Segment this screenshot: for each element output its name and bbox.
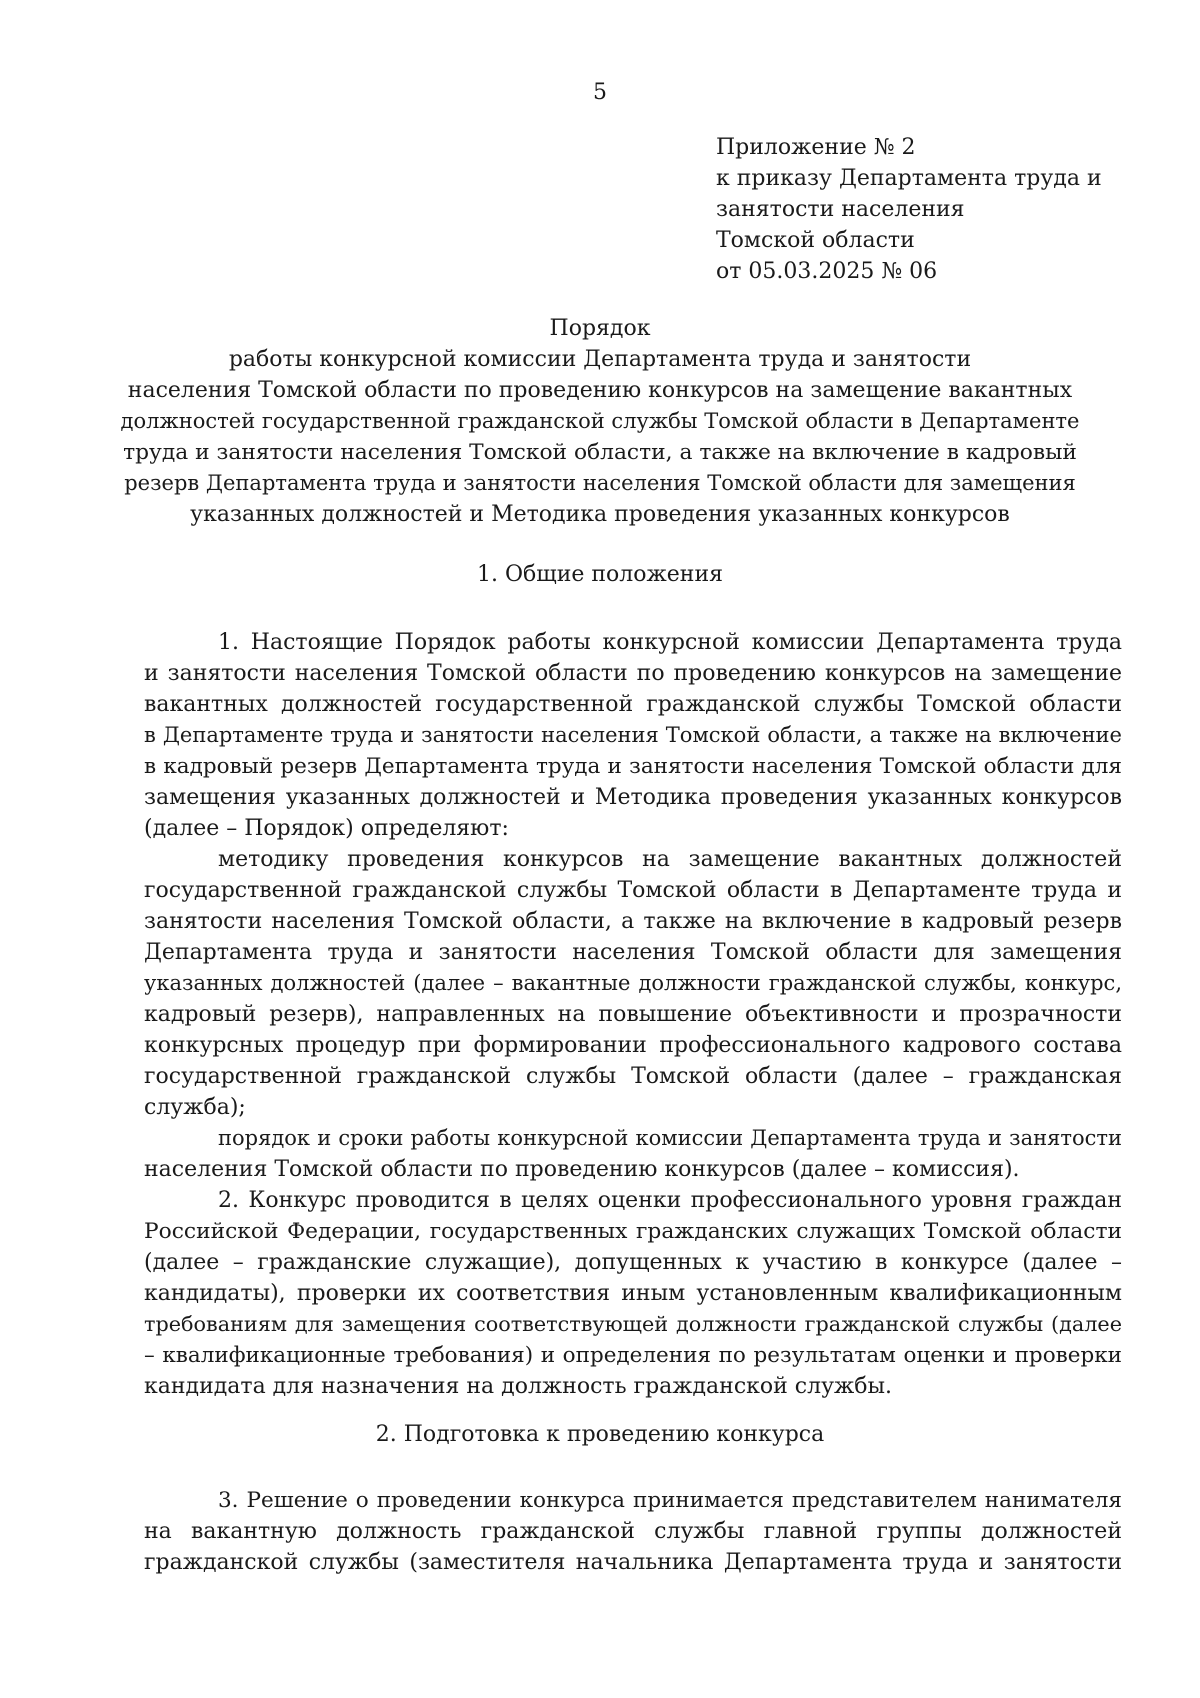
appendix-line: от 05.03.2025 № 06 (716, 259, 938, 284)
paragraph-line: гражданской службы (заместителя начальника Департамента труда и занятости (144, 1550, 1122, 1575)
paragraph-line: методику проведения конкурсов на замещение вакантных должностей (218, 847, 1122, 872)
appendix-line: к приказу Департамента труда и (716, 166, 1102, 191)
paragraph-line: в кадровый резерв Департамента труда и занятости населения Томской области для (144, 754, 1122, 779)
paragraph-line: кандидата для назначения на должность гражданской службы. (144, 1374, 893, 1399)
paragraph-line: 1. Настоящие Порядок работы конкурсной комиссии Департамента труда (218, 630, 1122, 655)
title-line: указанных должностей и Методика проведения указанных конкурсов (190, 502, 1010, 527)
paragraph-line: Российской Федерации, государственных гражданских служащих Томской области (144, 1219, 1122, 1244)
title-line: населения Томской области по проведению конкурсов на замещение вакантных (127, 378, 1073, 403)
document-title (120, 313, 1080, 530)
section-heading-general-provisions: 1. Общие положения (477, 562, 723, 587)
paragraph-line: государственной гражданской службы Томской области в Департаменте труда и (144, 878, 1122, 903)
paragraph-line: и занятости населения Томской области по проведению конкурсов на замещение (144, 661, 1122, 686)
paragraph-line: конкурсных процедур при формировании профессионального кадрового состава (144, 1033, 1122, 1058)
appendix-reference (716, 132, 1102, 287)
paragraph-line: на вакантную должность гражданской службы главной группы должностей (144, 1519, 1122, 1544)
title-line: труда и занятости населения Томской области, а также на включение в кадровый (123, 440, 1077, 465)
paragraph-line: указанных должностей (далее – вакантные должности гражданской службы, конкурс, (144, 971, 1122, 995)
appendix-line: Приложение № 2 (716, 135, 916, 160)
paragraph-line: Департамента труда и занятости населения Томской области для замещения (144, 940, 1122, 965)
paragraph-line: вакантных должностей государственной гражданской службы Томской области (144, 692, 1122, 717)
paragraph-line: (далее – Порядок) определяют: (144, 816, 509, 841)
page-number: 5 (593, 80, 607, 105)
paragraph-line: 3. Решение о проведении конкурса принимается представителем нанимателя (218, 1488, 1122, 1513)
section-body-preparation (144, 1485, 1122, 1578)
paragraph-line: служба); (144, 1095, 246, 1120)
paragraph-line: замещения указанных должностей и Методика проведения указанных конкурсов (144, 785, 1122, 810)
section-heading-preparation: 2. Подготовка к проведению конкурса (375, 1422, 825, 1447)
paragraph-line: кадровый резерв), направленных на повышение объективности и прозрачности (144, 1002, 1122, 1027)
section-body-general-provisions (144, 627, 1122, 1402)
title-line: работы конкурсной комиссии Департамента труда и занятости (228, 347, 972, 372)
paragraph-line: требованиям для замещения соответствующей должности гражданской службы (далее (144, 1312, 1122, 1336)
paragraph-line: государственной гражданской службы Томской области (далее – гражданская (144, 1064, 1122, 1089)
paragraph-line: населения Томской области по проведению конкурсов (далее – комиссия). (144, 1157, 1020, 1182)
title-line: должностей государственной гражданской службы Томской области в Департаменте (120, 409, 1080, 433)
paragraph-line: (далее – гражданские служащие), допущенных к участию в конкурсе (далее – (144, 1250, 1122, 1275)
appendix-line: занятости населения (716, 197, 965, 222)
title-line: Порядок (549, 316, 651, 341)
paragraph-line: кандидаты), проверки их соответствия иным установленным квалификационным (144, 1281, 1122, 1306)
appendix-line: Томской области (716, 228, 915, 253)
paragraph-line: порядок и сроки работы конкурсной комиссии Департамента труда и занятости (218, 1126, 1122, 1150)
title-line: резерв Департамента труда и занятости населения Томской области для замещения (124, 471, 1076, 495)
paragraph-line: – квалификационные требования) и определения по результатам оценки и проверки (144, 1343, 1122, 1368)
paragraph-line: 2. Конкурс проводится в целях оценки профессионального уровня граждан (218, 1188, 1122, 1213)
paragraph-line: в Департаменте труда и занятости населения Томской области, а также на включение (144, 723, 1122, 747)
paragraph-line: занятости населения Томской области, а также на включение в кадровый резерв (144, 909, 1122, 934)
